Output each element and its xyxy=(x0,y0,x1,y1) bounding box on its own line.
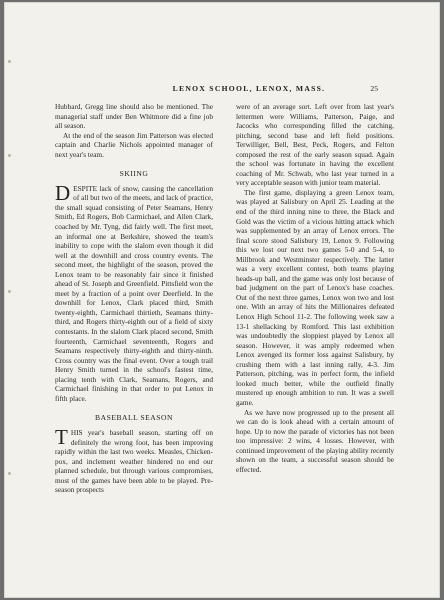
section-heading-baseball: BASEBALL SEASON xyxy=(95,413,173,423)
drop-cap: D xyxy=(55,180,71,205)
binding-hole xyxy=(8,472,11,475)
drop-cap: T xyxy=(55,424,68,449)
paragraph-text: HIS year's baseball season, starting off on definitely the wrong foot, has been improving rapidly within the last two weeks. Measles, Chicken-pox, and inclement weather hindered no end our planned schedule, but through various compromises, most of the games have been able to be played. Pre-season prospects xyxy=(55,427,213,495)
left-column xyxy=(55,102,213,495)
paragraph: Hubbard, Gregg line should also be mentioned. The managerial staff under Ben Whitmore did a fine job all season. xyxy=(55,102,213,131)
paragraph-baseball xyxy=(55,424,213,495)
section-heading-skiing: SKIING xyxy=(119,169,149,179)
paragraph: were of an average sort. Left over from last year's lettermen were Williams, Patterson, Paige, and Jacocks who corresponding filled the catching, pitching, second base and left field positions. Terwilliger, Bell, Best, Peck, Rogers, and Felton composed the rest of the early season squad. Again the school was fortunate in having the excellent coaching of Mr. Schwab, who last year turned in a very acceptable season with junior team material. xyxy=(236,102,394,188)
page-number: 25 xyxy=(370,84,378,93)
paragraph: The first game, displaying a green Lenox team, was played at Salisbury on April 25. Leading at the end of the third inning nine to three, the Black and Gold was the victim of a vicious hitting attack which was supplemented by an array of Lenox errors. The final score stood Salisbury 19, Lenox 9. Following this we lost our next two games 5-0 and 5-4, to Millbrook and Westminster respectively. The latter was a very excellent contest, both teams playing heads-up ball, and the game was only lost because of bad judgment on the part of Lenox's base coaches. Out of the next three games, Lenox won two and lost one. With an array of hits the Millionaires defeated Lenox High School 11-2. The following week saw a 13-1 shellacking by Romford. This last exhibition was undoubtedly the sloppiest played by Lenox all season. However, it was amply redeemed when Lenox avenged its former loss against Salisbury, by crushing them with a last inning rally, 4-3. Jim Patterson, pitching, was in perfect form, the infield looked much better, while the outfield finally mustered up enough ambition to run. It was a swell game. xyxy=(236,187,394,407)
binding-hole xyxy=(8,60,11,63)
paragraph: At the end of the season Jim Patterson was elected captain and Charlie Nichols appointed manager of next year's team. xyxy=(55,130,213,159)
document-page xyxy=(4,2,440,598)
right-column xyxy=(236,102,394,474)
paragraph-skiing xyxy=(55,180,213,404)
running-head: LENOX SCHOOL, LENOX, MASS. xyxy=(172,84,326,93)
binding-hole xyxy=(8,290,11,293)
paragraph: As we have now progressed up to the present all we can do is look ahead with a certain amount of hope. Up to now the parade of victories has not been too impressive: 2 wins, 4 losses. However, with continued improvement of the playing ability recently shown on the team, a successful season should be effected. xyxy=(236,407,394,474)
paragraph-text: ESPITE lack of snow, causing the cancellation of all but two of the meets, and lack of practice, the small squad consisting of Peter Seamans, Henry Smith, Ed Rogers, Bob Carmichael, and Allen Clark, coached by Mr. Tyng, did fairly well. The first meet, an informal one at Berkshire, showed the team's inability to cope with the slalom even though it did well at the downhill and cross country events. The second meet, the highlight of the season, proved the Lenox team to be reasonably fair since it finished ahead of St. Joseph and Greenfield. Pittsfield won the meet by a fraction of a point over Deerfield. In the downhill for Lenox, Clark placed third, Smith twenty-eighth, Carmichael thirtieth, Seamans thirty-third, and Rogers thirty-eighth out of a field of sixty contestants. In the slalom Clark placed second, Smith fourteenth, Carmichael seventeenth, Rogers and Seamans respectively thirty-eighth and thirty-ninth. Cross country was the final event. Over a tough trail Henry Smith turned in the school's fastest time, placing tenth with Clark, Seamans, Rogers, and Carmichael finishing in that order to put Lenox in fifth place. xyxy=(55,183,213,403)
binding-hole xyxy=(8,154,11,157)
